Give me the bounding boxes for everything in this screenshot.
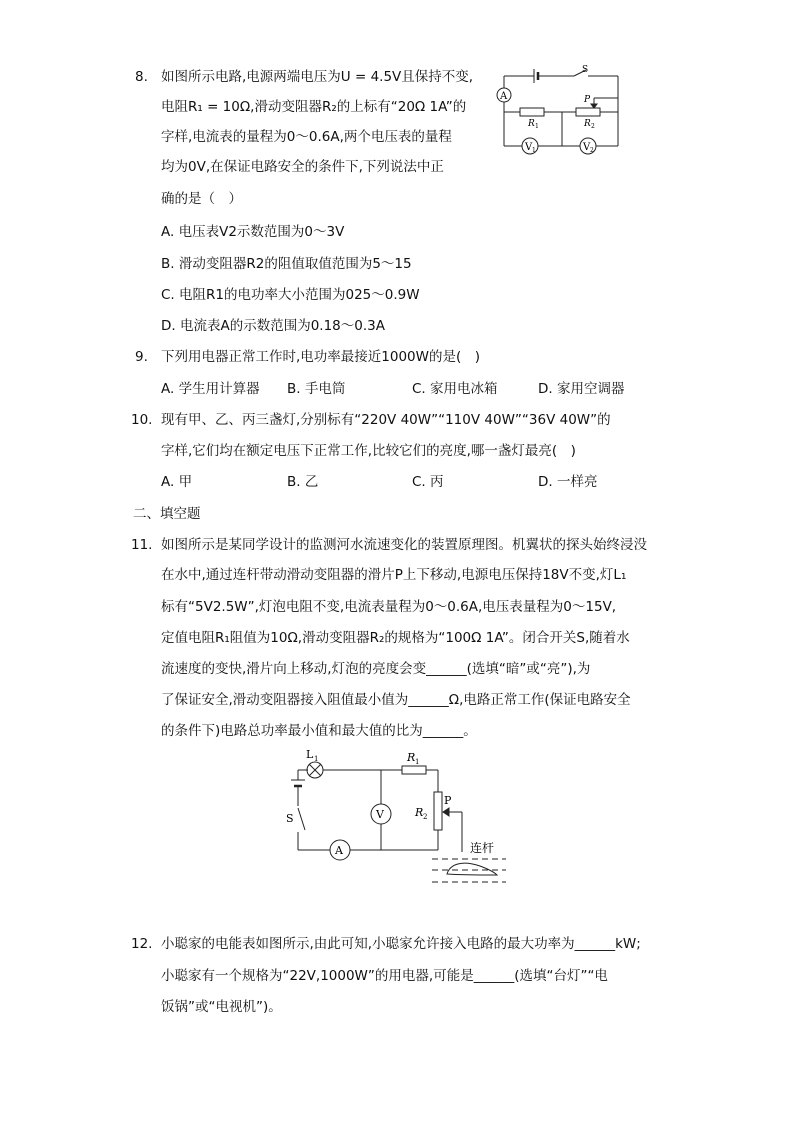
ammeter-label: A (500, 91, 508, 102)
option-b: B. 乙 (287, 474, 319, 490)
r2-label: R (415, 806, 424, 819)
r2-label: R (584, 119, 591, 129)
r1-label: R (528, 119, 535, 129)
question-number: 8. (135, 69, 148, 85)
option-c: C. 家用电冰箱 (412, 381, 498, 397)
r1-sub: 1 (415, 758, 420, 766)
r2-sub: 2 (423, 813, 428, 821)
option-d: D. 一样亮 (538, 474, 598, 490)
question-text: 下列用电器正常工作时,电功率最接近1000W的是( ) (161, 349, 481, 365)
question-text: 字样,它们均在额定电压下正常工作,比较它们的亮度,哪一盏灯最亮( ) (161, 443, 576, 459)
switch-label: S (286, 812, 294, 825)
question-text: 小聪家的电能表如图所示,由此可知,小聪家允许接入电路的最大功率为______kW; (161, 936, 641, 952)
r1-sub: 1 (535, 123, 539, 130)
question-text: 小聪家有一个规格为“22V,1000W”的用电器,可能是______(选填“台灯”“电 (161, 968, 608, 984)
option-a: A. 学生用计算器 (161, 381, 260, 397)
circuit-diagram-q11-final (284, 748, 524, 898)
option-b: B. 手电筒 (287, 381, 346, 397)
v2-label: V (583, 142, 591, 153)
question-text: 标有“5V2.5W”,灯泡电阻不变,电流表量程为0～0.6A,电压表量程为0～15V, (161, 599, 617, 615)
ammeter-label: A (335, 844, 343, 857)
v1-label: V (525, 142, 533, 153)
switch-label: S (582, 65, 589, 75)
option-d: D. 家用空调器 (538, 381, 625, 397)
question-text: 电阻R₁ = 10Ω,滑动变阻器R₂的上标有“20Ω 1A”的 (161, 99, 467, 115)
question-text: 如图所示是某同学设计的监测河水流速变化的装置原理图。机翼状的探头始终浸没 (161, 537, 647, 553)
option-b: B. 滑动变阻器R2的阻值取值范围为5～15 (161, 256, 412, 272)
slider-label: P (444, 794, 452, 807)
question-text: 流速度的变快,滑片向上移动,灯泡的亮度会变______(选填“暗”或“亮”),为 (161, 661, 591, 677)
question-text: 的条件下)电路总功率最小值和最大值的比为______。 (161, 723, 477, 739)
slider-label: P (584, 95, 591, 105)
r1-label: R (407, 751, 416, 764)
question-number: 12. (131, 936, 153, 952)
question-text: 了保证安全,滑动变阻器接入阻值最小值为______Ω,电路正常工作(保证电路安全 (161, 692, 631, 708)
question-text: 如图所示电路,电源两端电压为U = 4.5V且保持不变, (161, 69, 474, 85)
option-a: A. 甲 (161, 474, 193, 490)
question-text: 在水中,通过连杆带动滑动变阻器的滑片P上下移动,电源电压保持18V不变,灯L₁ (161, 567, 627, 583)
section-heading: 二、填空题 (133, 506, 201, 522)
lamp-label: L (306, 748, 314, 761)
v2-sub: 2 (590, 147, 594, 154)
lamp-sub: 1 (314, 755, 319, 763)
question-text: 饭锅”或“电视机”)。 (161, 999, 282, 1015)
question-number: 9. (135, 349, 148, 365)
rod-label: 连杆 (470, 841, 495, 855)
option-d: D. 电流表A的示数范围为0.18～0.3A (161, 318, 385, 334)
question-number: 11. (131, 537, 153, 553)
v1-sub: 1 (532, 147, 536, 154)
option-a: A. 电压表V2示数范围为0～3V (161, 224, 345, 240)
question-text: 均为0V,在保证电路安全的条件下,下列说法中正 (161, 159, 444, 175)
r2-sub: 2 (591, 123, 595, 130)
question-text: 确的是（ ） (161, 191, 242, 207)
option-c: C. 电阻R1的电功率大小范围为025～0.9W (161, 287, 420, 303)
question-number: 10. (131, 412, 153, 428)
question-text: 定值电阻R₁阻值为10Ω,滑动变阻器R₂的规格为“100Ω 1A”。闭合开关S,随着水 (161, 630, 630, 646)
option-c: C. 丙 (412, 474, 444, 490)
circuit-diagram-q8 (490, 64, 630, 160)
question-text: 现有甲、乙、丙三盏灯,分别标有“220V 40W”“110V 40W”“36V 40W”的 (161, 412, 611, 428)
voltmeter-label: V (376, 808, 384, 821)
question-text: 字样,电流表的量程为0～0.6A,两个电压表的量程 (161, 129, 452, 145)
